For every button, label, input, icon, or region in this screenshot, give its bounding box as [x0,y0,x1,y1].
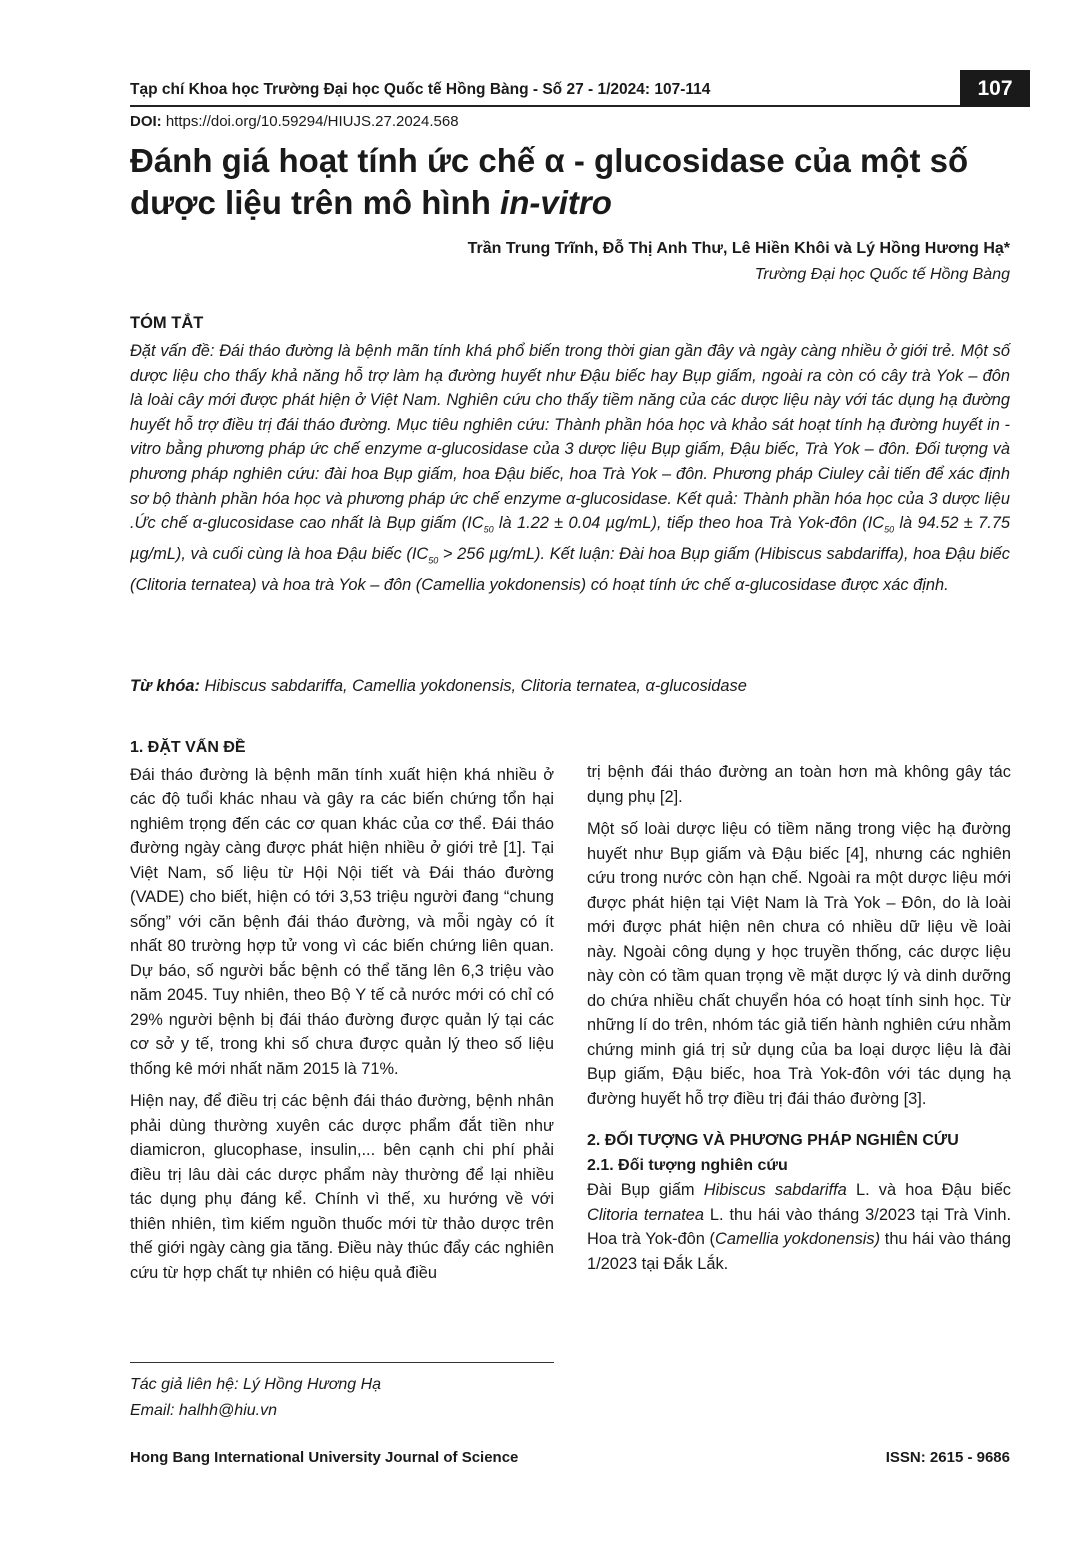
ic50-sub-1: 50 [483,524,494,535]
page-number: 107 [960,70,1030,107]
s21-f: Camellia yokdonensis) [715,1230,881,1248]
authors: Trần Trung Trĩnh, Đỗ Thị Anh Thư, Lê Hiền Khôi và Lý Hồng Hương Hạ* [467,240,1010,257]
abstract-part-3: là 94.52 ± 7.75 µg/mL), và cuối cùng là hoa Đậu biếc (IC [130,514,1010,564]
journal-header: Tạp chí Khoa học Trường Đại học Quốc tế Hồng Bàng - Số 27 - 1/2024: 107-114 [130,81,711,98]
section-1-paragraph-2: Hiện nay, để điều trị các bệnh đái tháo đường, bệnh nhân phải dùng thường xuyên các dược phẩm đắt tiền như diamicron, glucophase, insulin,... bên cạnh chi phí phải điều trị lâu dài các dược phẩm này thường để lại nhiều tác dụng phụ đáng kể. Chính vì thế, xu hướng về với thiên nhiên, tìm kiếm nguồn thuốc mới từ thảo dược trên thế giới ngày càng gia tăng. Điều này thúc đẩy các nghiên cứu từ hợp chất tự nhiên có hiệu quả điều [130,1092,554,1282]
s21-a: Đài Bụp giấm [587,1181,704,1199]
keywords-text: Hibiscus sabdariffa, Camellia yokdonensis, Clitoria ternatea, α-glucosidase [199,677,747,695]
header-rule [130,105,960,107]
s21-e: L. thu hái vào tháng 3/2023 tại Trà Vinh. Hoa trà Yok-đôn ( [587,1205,1011,1248]
s21-g: thu hái vào tháng 1/2023 tại Đắk Lắk. [587,1230,1011,1273]
abstract-part-2: là 1.22 ± 0.04 µg/mL), tiếp theo hoa Trà Yok-đôn (IC [493,514,885,533]
section-1-heading: 1. ĐẶT VẤN ĐỀ [130,739,246,756]
footnote [130,1372,381,1424]
s21-d: Clitoria ternatea [587,1205,705,1224]
right-paragraph-1: trị bệnh đái tháo đường an toàn hơn mà không gây tác dụng phụ [2]. [587,763,1011,806]
abstract-text [130,339,1010,598]
title-main: Đánh giá hoạt tính ức chế α - glucosidase của một số dược liệu trên mô hình [130,142,969,221]
doi-line [130,111,459,133]
keywords-label: Từ khóa: [130,677,200,695]
abstract-part-1: Đặt vấn đề: Đái tháo đường là bệnh mãn tính khá phổ biến trong thời gian gần đây và ngày càng nhiều ở giới trẻ. Một số dược liệu cho thấy khả năng hỗ trợ làm hạ đường huyết như Đậu biếc hay Bụp giấm, ngoài ra còn có cây trà Yok – đôn là loài cây mới được phát hiện ở Việt Nam. Nghiên cứu cho thấy tiềm năng của các dược liệu này với tác dụng hạ đường huyết hỗ trợ điều trị đái tháo đường. Mục tiêu nghiên cứu: Thành phần hóa học và khảo sát hoạt tính hạ đường huyết in -vitro bằng phương pháp ức chế enzyme α-glucosidase của 3 dược liệu Bụp giấm, Đậu biếc, Trà Yok – đôn. Đối tượng và phương pháp nghiên cứu: đài hoa Bụp giấm, hoa Đậu biếc, hoa Trà Yok – đôn. Phương pháp Ciuley cải tiến để xác định sơ bộ thành phần hóa học và phương pháp ức chế enzyme α-glucosidase. Kết quả: Thành phần hóa học của 3 dược liệu .Ức chế α-glucosidase cao nhất là Bụp giấm (IC [130,342,1010,533]
s21-c: L. và hoa Đậu biếc [846,1181,1012,1199]
section-2-1-paragraph [587,1178,1011,1276]
footer-journal: Hong Bang International University Journal of Science [130,1449,519,1466]
section-2-heading: 2. ĐỐI TƯỢNG VÀ PHƯƠNG PHÁP NGHIÊN CỨU [587,1132,959,1149]
article-title [130,140,1020,224]
left-column [130,736,554,1293]
footer-issn: ISSN: 2615 - 9686 [885,1449,1010,1466]
keywords [130,674,1010,698]
title-italic: in-vitro [500,184,612,221]
corresponding-author: Tác giả liên hệ: Lý Hồng Hương Hạ [130,1376,382,1393]
doi-label: DOI: [130,113,162,130]
abstract-part-4: > 256 µg/mL). Kết luận: Đài hoa Bụp giấm (Hibiscus sabdariffa), hoa Đậu biếc (Clitoria ternatea) và hoa trà Yok – đôn (Camellia yokdonensis) có hoạt tính ức chế α-glucosidase được xác định. [130,545,1010,594]
section-2-1-heading: 2.1. Đối tượng nghiên cứu [587,1156,788,1174]
footnote-rule [130,1362,554,1363]
right-paragraph-2: Một số loài dược liệu có tiềm năng trong việc hạ đường huyết như Bụp giấm và Đậu biếc [4], nhưng các nghiên cứu trong nước còn hạn chế. Ngoài ra một dược liệu mới được phát hiện tại Việt Nam là Trà Yok – Đôn, do là loài mới được phát hiện nên chưa có nhiều dữ liệu về loài này. Ngoài công dụng y học truyền thống, các dược liệu này còn có tầm quan trọng về mặt dược lý và dinh dưỡng do chứa nhiều chất chuyển hóa có hoạt tính sinh học. Từ những lí do trên, nhóm tác giả tiến hành nghiên cứu nhằm chứng minh giá trị sử dụng của ba loại dược liệu là đài Bụp giấm, Đậu biếc, hoa Trà Yok-đôn với tác dụng hạ đường huyết hỗ trợ điều trị đái tháo đường [3]. [587,820,1011,1108]
ic50-sub-2: 50 [884,524,895,535]
abstract-heading: TÓM TẮT [130,314,204,332]
doi-link[interactable]: https://doi.org/10.59294/HIUJS.27.2024.568 [165,113,459,130]
ic50-sub-3: 50 [428,555,439,566]
right-column [587,760,1011,1284]
affiliation: Trường Đại học Quốc tế Hồng Bàng [754,266,1010,283]
author-email: Email: halhh@hiu.vn [130,1402,277,1419]
s21-b: Hibiscus sabdariffa [703,1181,847,1199]
section-1-paragraph-1: Đái tháo đường là bệnh mãn tính xuất hiện khá nhiều ở các độ tuổi khác nhau và gây ra các biến chứng tổn hại nghiêm trọng đến các cơ quan khác của cơ thể. Đái tháo đường ngày càng được phát hiện nhiều ở giới trẻ [1]. Tại Việt Nam, số liệu từ Hội Nội tiết và Đái tháo đường (VADE) cho biết, hiện có tới 3,53 triệu người đang “chung sống” với căn bệnh đái tháo đường, và mỗi ngày có ít nhất 80 trường hợp tử vong vì các biến chứng liên quan. Dự báo, số người bắc bệnh có thể tăng lên 6,3 triệu vào năm 2045. Tuy nhiên, theo Bộ Y tế cả nước mới có chỉ có 29% người bệnh bị đái tháo đường được quản lý tại các cơ sở y tế, trong khi số chưa được quản lý theo số liệu thống kê mới nhất năm 2015 là 71%. [130,765,554,1078]
